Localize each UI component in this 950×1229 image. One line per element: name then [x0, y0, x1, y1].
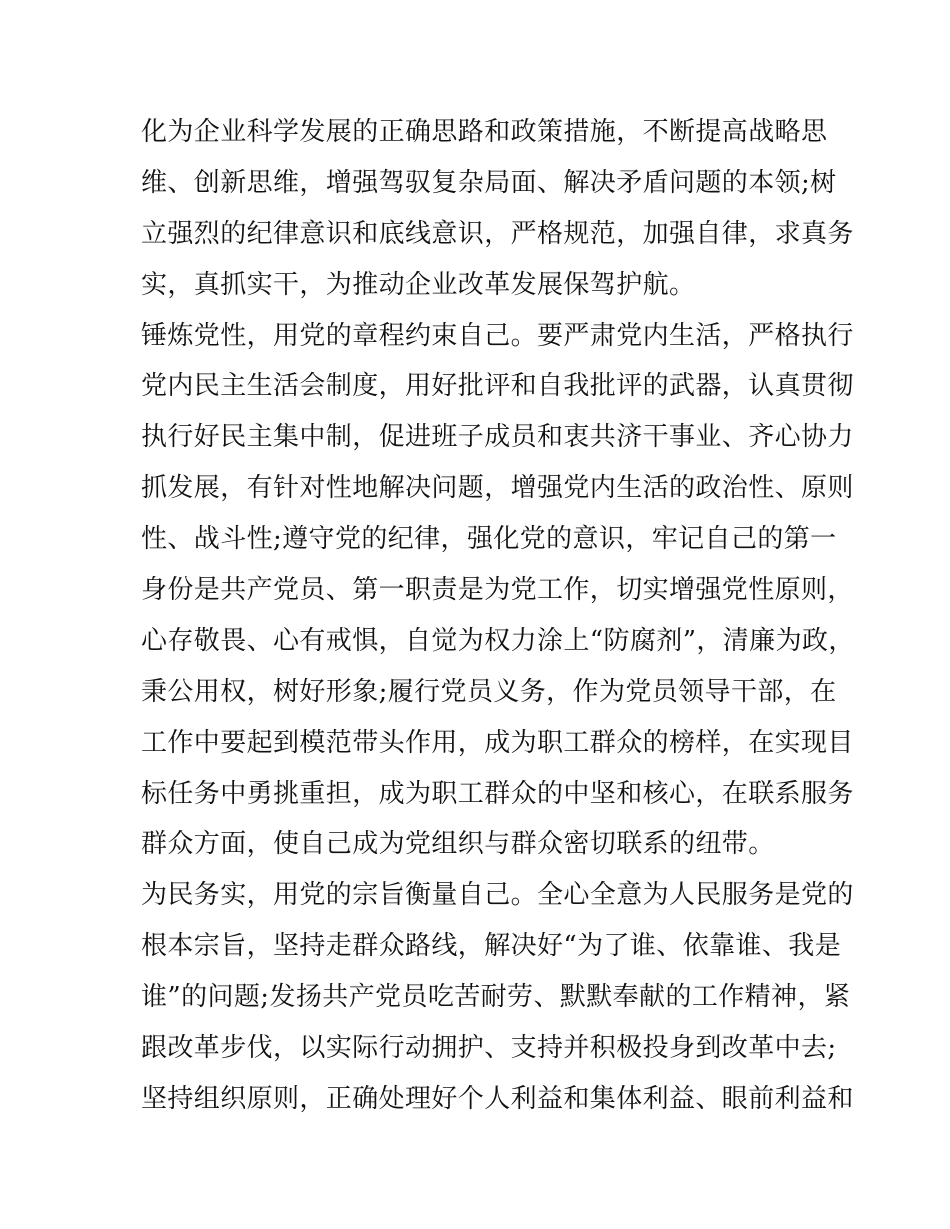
text-line: 坚持组织原则，正确处理好个人利益和集体利益、眼前利益和 [141, 1083, 854, 1114]
text-line: 群众方面，使自己成为党组织与群众密切联系的纽带。 [141, 829, 775, 860]
text-line: 身份是共产党员、第一职责是为党工作，切实增强党性原则， [141, 575, 854, 606]
text-line: 跟改革步伐，以实际行动拥护、支持并积极投身到改革中去; [141, 1033, 837, 1064]
text-line: 秉公用权，树好形象;履行党员义务，作为党员领导干部，在 [141, 676, 837, 707]
text-line: 党内民主生活会制度，用好批评和自我批评的武器，认真贯彻 [141, 371, 854, 402]
text-line: 工作中要起到模范带头作用，成为职工群众的榜样，在实现目 [141, 727, 854, 758]
text-line: 根本宗旨，坚持走群众路线，解决好“为了谁、依靠谁、我是 [141, 931, 842, 962]
text-line: 维、创新思维，增强驾驭复杂局面、解决矛盾问题的本领;树 [141, 167, 837, 198]
text-line: 性、战斗性;遵守党的纪律，强化党的意识，牢记自己的第一 [141, 524, 837, 555]
text-line: 标任务中勇挑重担，成为职工群众的中坚和核心，在联系服务 [141, 778, 854, 809]
text-line: 抓发展，有针对性地解决问题，增强党内生活的政治性、原则 [141, 473, 854, 504]
text-line: 立强烈的纪律意识和底线意识，严格规范，加强自律，求真务 [141, 218, 854, 249]
text-line: 执行好民主集中制，促进班子成员和衷共济干事业、齐心协力 [141, 422, 854, 453]
text-line: 实，真抓实干，为推动企业改革发展保驾护航。 [141, 269, 696, 300]
text-line: 锤炼党性，用党的章程约束自己。要严肃党内生活，严格执行 [141, 320, 854, 351]
body-text [141, 107, 855, 1125]
text-line: 为民务实，用党的宗旨衡量自己。全心全意为人民服务是党的 [141, 880, 854, 911]
text-line: 心存敬畏、心有戒惧，自觉为权力涂上“防腐剂”，清廉为政， [141, 625, 855, 656]
text-line: 谁”的问题;发扬共产党员吃苦耐劳、默默奉献的工作精神，紧 [141, 982, 851, 1013]
text-line: 化为企业科学发展的正确思路和政策措施，不断提高战略思 [141, 117, 828, 147]
